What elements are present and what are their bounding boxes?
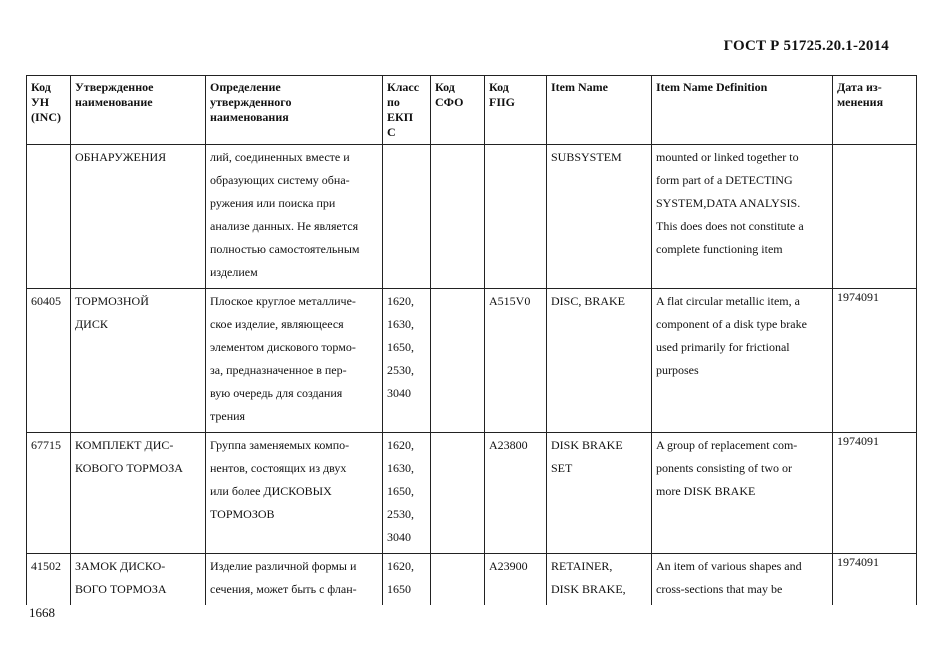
cell-fiig-text: A23900 bbox=[489, 559, 528, 573]
column-header-fiig: Код FIIG bbox=[485, 76, 547, 145]
cell-item-name: DISK BRAKE SET bbox=[547, 433, 652, 554]
cell-class: 1620, 1630, 1650, 2530, 3040 bbox=[383, 289, 431, 433]
cell-fiig bbox=[485, 145, 547, 289]
cell-approved-name: КОМПЛЕКТ ДИС- КОВОГО ТОРМОЗА bbox=[71, 433, 206, 554]
column-header-item-definition: Item Name Definition bbox=[652, 76, 833, 145]
cell-inc: 67715 bbox=[27, 433, 71, 554]
document-standard-header: ГОСТ Р 51725.20.1-2014 bbox=[723, 38, 889, 54]
cell-item-definition: A group of replacement com- ponents consisting of two or more DISK BRAKE bbox=[652, 433, 833, 554]
cell-inc: 60405 bbox=[27, 289, 71, 433]
cell-change-date bbox=[833, 554, 917, 606]
column-header-change-date: Дата из- менения bbox=[833, 76, 917, 145]
cell-sfo bbox=[431, 433, 485, 554]
cell-change-date: 1974091 bbox=[833, 433, 917, 554]
cell-inc-text: 41502 bbox=[31, 559, 61, 573]
page-number: 1668 bbox=[29, 605, 55, 620]
column-header-definition: Определение утвержденного наименования bbox=[206, 76, 383, 145]
table-header-row bbox=[27, 76, 917, 145]
cell-change-date-text: 1974091 bbox=[837, 555, 879, 569]
cell-fiig: A515V0 bbox=[485, 289, 547, 433]
cell-approved-name: ОБНАРУЖЕНИЯ bbox=[71, 145, 206, 289]
cell-item-name bbox=[547, 554, 652, 606]
cell-change-date: 1974091 bbox=[833, 289, 917, 433]
cell-class-text: 1620, 1650 bbox=[387, 559, 414, 596]
cell-item-definition-text: An item of various shapes and cross-sections that may be bbox=[656, 559, 802, 596]
cell-definition: лий, соединенных вместе и образующих систему обна- ружения или поиска при анализе данных. Не является полностью самостоятельным изделием bbox=[206, 145, 383, 289]
column-header-sfo: Код СФО bbox=[431, 76, 485, 145]
cell-definition: Плоское круглое металличе- ское изделие, являющееся элементом дискового тормо- за, предназначенное в пер- вую очередь для создания трения bbox=[206, 289, 383, 433]
cell-sfo bbox=[431, 554, 485, 606]
cell-inc bbox=[27, 145, 71, 289]
table-row bbox=[27, 145, 917, 289]
column-header-approved-name: Утвержденное наименование bbox=[71, 76, 206, 145]
cell-class bbox=[383, 145, 431, 289]
cell-item-definition bbox=[652, 554, 833, 606]
cell-fiig bbox=[485, 554, 547, 606]
cell-change-date bbox=[833, 145, 917, 289]
column-header-class: Класс по ЕКП С bbox=[383, 76, 431, 145]
table-row bbox=[27, 289, 917, 433]
cell-item-definition: mounted or linked together to form part of a DETECTING SYSTEM,DATA ANALYSIS. This does does not constitute a complete functioning item bbox=[652, 145, 833, 289]
cell-item-name: SUBSYSTEM bbox=[547, 145, 652, 289]
cell-fiig: A23800 bbox=[485, 433, 547, 554]
cell-definition bbox=[206, 554, 383, 606]
cell-class: 1620, 1630, 1650, 2530, 3040 bbox=[383, 433, 431, 554]
cell-item-definition: A flat circular metallic item, a component of a disk type brake used primarily for frictional purposes bbox=[652, 289, 833, 433]
cell-item-name: DISC, BRAKE bbox=[547, 289, 652, 433]
table-row bbox=[27, 554, 917, 606]
cell-sfo bbox=[431, 145, 485, 289]
column-header-item-name: Item Name bbox=[547, 76, 652, 145]
column-header-inc: Код УН (INC) bbox=[27, 76, 71, 145]
table-row bbox=[27, 433, 917, 554]
catalog-table bbox=[26, 75, 917, 605]
cell-item-name-text: RETAINER, DISK BRAKE, bbox=[551, 559, 626, 596]
cell-definition-text: Изделие различной формы и сечения, может быть с флан- bbox=[210, 559, 357, 596]
cell-approved-name-text: ЗАМОК ДИСКО- ВОГО ТОРМОЗА bbox=[75, 559, 167, 596]
cell-approved-name bbox=[71, 554, 206, 606]
cell-definition: Группа заменяемых компо- нентов, состоящих из двух или более ДИСКОВЫХ ТОРМОЗОВ bbox=[206, 433, 383, 554]
cell-sfo bbox=[431, 289, 485, 433]
cell-class bbox=[383, 554, 431, 606]
cell-inc bbox=[27, 554, 71, 606]
cell-approved-name: ТОРМОЗНОЙ ДИСК bbox=[71, 289, 206, 433]
